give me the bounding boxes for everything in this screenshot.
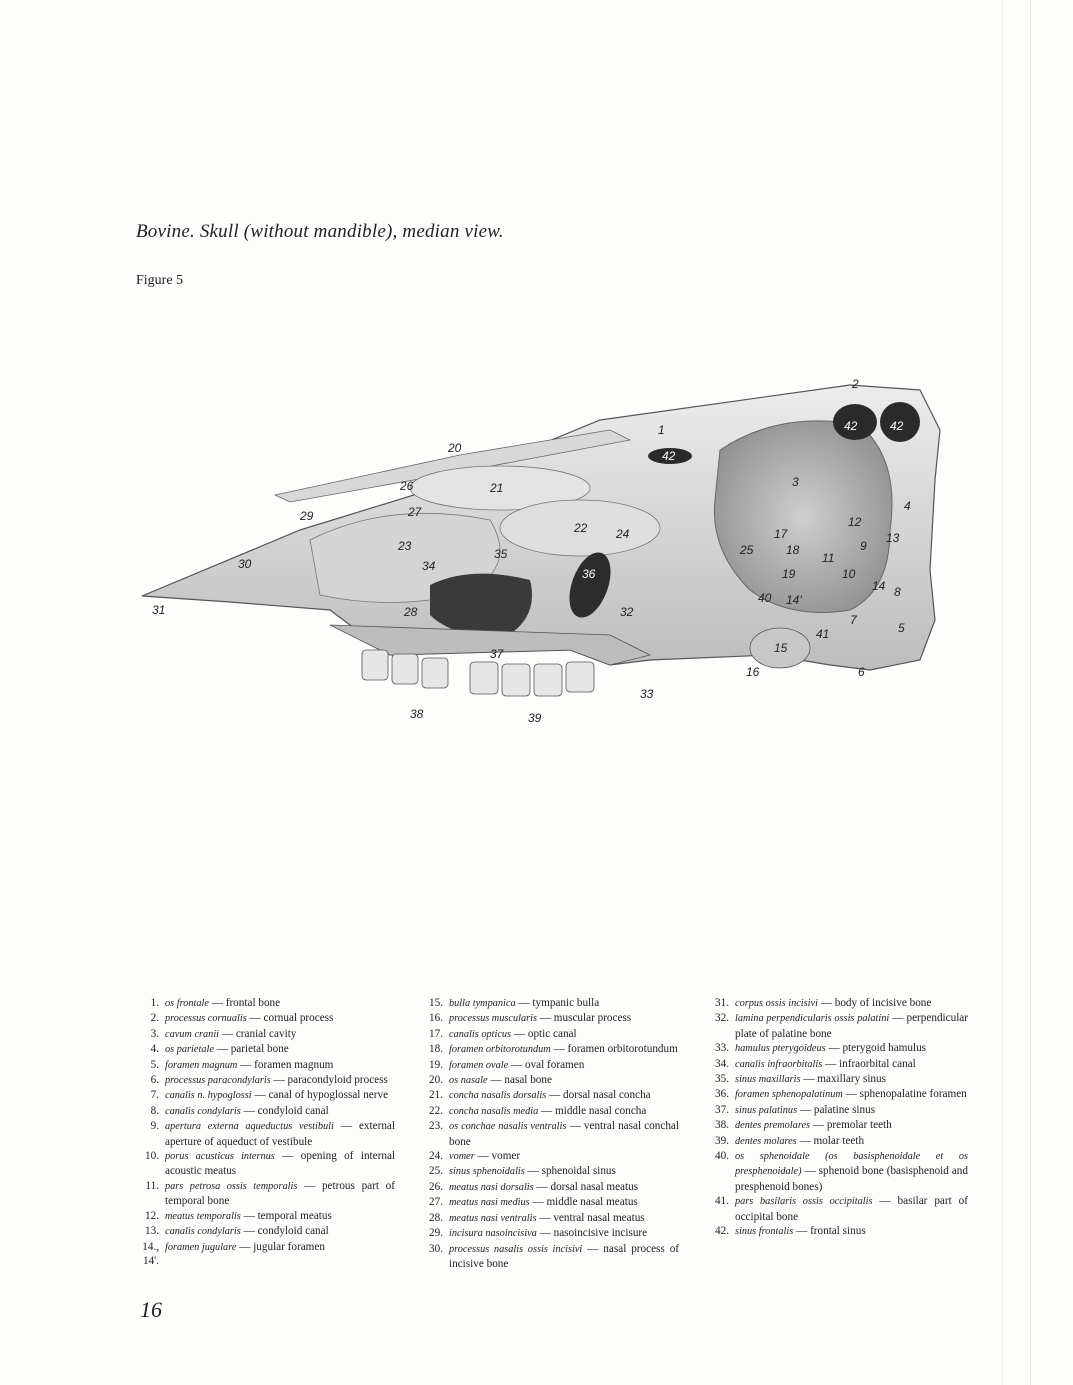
figure-label: 2 bbox=[852, 377, 859, 391]
molar-teeth bbox=[470, 662, 594, 696]
figure-title: Bovine. Skull (without mandible), median view. bbox=[136, 221, 504, 242]
figure-label: 42 bbox=[844, 419, 858, 433]
figure-label: 34 bbox=[422, 559, 436, 573]
legend-entry: 20. os nasale — nasal bone bbox=[429, 1074, 552, 1087]
legend-column-2 bbox=[417, 996, 679, 1271]
legend-entry: 35. sinus maxillaris — maxillary sinus bbox=[715, 1073, 886, 1086]
figure-label: 12 bbox=[848, 515, 862, 529]
figure-label: 41 bbox=[816, 627, 830, 641]
figure-label: 21 bbox=[490, 481, 504, 495]
legend-entry: 16. processus muscularis — muscular process bbox=[429, 1012, 632, 1025]
figure-label: 38 bbox=[410, 707, 424, 721]
legend-column-3 bbox=[703, 996, 968, 1240]
figure-label: 4 bbox=[904, 499, 911, 513]
figure-label: 8 bbox=[894, 585, 901, 599]
skull-drawing bbox=[130, 370, 950, 730]
legend-entry: 1. os frontale — frontal bone bbox=[150, 997, 281, 1009]
page-number: 16 bbox=[140, 1297, 162, 1322]
figure-label: 26 bbox=[400, 479, 414, 493]
figure-label: 11 bbox=[822, 551, 835, 565]
legend-entry: 5. foramen magnum — foramen magnum bbox=[150, 1058, 334, 1071]
figure-label: 14' bbox=[786, 593, 802, 607]
legend-entry: 32. lamina perpendicularis ossis palatini — perpendicular plate of palatine bone bbox=[715, 1012, 969, 1040]
legend-entry: 38. dentes premolares — premolar teeth bbox=[715, 1119, 892, 1132]
premolar-teeth bbox=[362, 650, 448, 688]
figure-label: 18 bbox=[786, 543, 800, 557]
legend-entry: 29. incisura nasoincisiva — nasoincisive incisure bbox=[429, 1227, 648, 1240]
figure-label: 42 bbox=[890, 419, 904, 433]
figure-label: 25 bbox=[740, 543, 754, 557]
page-edge-line bbox=[1002, 0, 1003, 1385]
legend-entry: 22. concha nasalis media — middle nasal concha bbox=[429, 1104, 647, 1117]
figure-label: 42 bbox=[662, 449, 676, 463]
legend-entry: 14., 14'. foramen jugulare — jugular foramen bbox=[142, 1240, 325, 1267]
figure-label: 39 bbox=[528, 711, 542, 725]
legend-entry: 25. sinus sphenoidalis — sphenoidal sinus bbox=[429, 1165, 616, 1178]
figure-label: 20 bbox=[448, 441, 462, 455]
legend-entry: 13. canalis condylaris — condyloid canal bbox=[145, 1225, 329, 1238]
legend-entry: 27. meatus nasi medius — middle nasal meatus bbox=[429, 1196, 638, 1209]
legend-entry: 2. processus cornualis — cornual process bbox=[150, 1012, 334, 1025]
legend-entry: 41. pars basilaris ossis occipitalis — basilar part of occipital bone bbox=[715, 1195, 968, 1223]
figure-label: 14 bbox=[872, 579, 886, 593]
figure-label: 31 bbox=[152, 603, 166, 617]
figure-label: 6 bbox=[858, 665, 865, 679]
legend-entry: 34. canalis infraorbitalis — infraorbital canal bbox=[715, 1057, 916, 1070]
legend-entry: 4. os parietale — parietal bone bbox=[150, 1043, 289, 1056]
figure-label: 24 bbox=[616, 527, 630, 541]
legend-entry: 15. bulla tympanica — tympanic bulla bbox=[429, 997, 600, 1009]
legend-entry: 39. dentes molares — molar teeth bbox=[715, 1134, 865, 1147]
legend-entry: 30. processus nasalis ossis incisivi — nasal process of incisive bone bbox=[429, 1242, 680, 1270]
legend-entry: 17. canalis opticus — optic canal bbox=[429, 1027, 577, 1040]
figure-label: 9 bbox=[860, 539, 867, 553]
legend-column-1 bbox=[133, 996, 395, 1268]
figure-label: 16 bbox=[746, 665, 760, 679]
figure-label: 15 bbox=[774, 641, 788, 655]
figure-label: 28 bbox=[404, 605, 418, 619]
figure-label: 3 bbox=[792, 475, 799, 489]
legend-entry: 23. os conchae nasalis ventralis — ventral nasal conchal bone bbox=[429, 1120, 679, 1148]
figure-label: 10 bbox=[842, 567, 856, 581]
figure-label: 29 bbox=[300, 509, 314, 523]
legend-entry: 24. vomer — vomer bbox=[429, 1150, 521, 1163]
figure-label: 5 bbox=[898, 621, 905, 635]
figure-label: 30 bbox=[238, 557, 252, 571]
figure-label: 17 bbox=[774, 527, 788, 541]
figure-label: 7 bbox=[850, 613, 857, 627]
legend-entry: 28. meatus nasi ventralis — ventral nasal meatus bbox=[429, 1211, 645, 1224]
legend-entry: 31. corpus ossis incisivi — body of incisive bone bbox=[715, 997, 932, 1009]
legend-entry: 18. foramen orbitorotundum — foramen orbitorotundum bbox=[429, 1043, 678, 1056]
figure-label: 27 bbox=[408, 505, 422, 519]
figure-label: 1 bbox=[658, 423, 665, 437]
legend-entry: 3. cavum cranii — cranial cavity bbox=[150, 1027, 297, 1040]
legend-entry: 36. foramen sphenopalatinum — sphenopalatine foramen bbox=[715, 1088, 967, 1101]
page-edge-line bbox=[1030, 0, 1031, 1385]
figure-label: 19 bbox=[782, 567, 796, 581]
legend-entry: 42. sinus frontalis — frontal sinus bbox=[715, 1225, 866, 1238]
legend-entry: 26. meatus nasi dorsalis — dorsal nasal meatus bbox=[429, 1180, 639, 1193]
figure-label: 13 bbox=[886, 531, 900, 545]
figure-label: 22 bbox=[574, 521, 588, 535]
legend-entry: 37. sinus palatinus — palatine sinus bbox=[715, 1103, 876, 1116]
legend-entry: 33. hamulus pterygoideus — pterygoid hamulus bbox=[715, 1042, 927, 1055]
legend-entry: 7. canalis n. hypoglossi — canal of hypoglossal nerve bbox=[150, 1089, 389, 1102]
legend-entry: 19. foramen ovale — oval foramen bbox=[429, 1058, 585, 1071]
figure-label: 33 bbox=[640, 687, 654, 701]
figure-label: 37 bbox=[490, 647, 504, 661]
legend-entry: 21. concha nasalis dorsalis — dorsal nasal concha bbox=[429, 1089, 651, 1102]
legend-entry: 11. pars petrosa ossis temporalis — petrous part of temporal bone bbox=[145, 1179, 395, 1208]
figure-label: 32 bbox=[620, 605, 634, 619]
figure-label: 23 bbox=[398, 539, 412, 553]
figure-label: 35 bbox=[494, 547, 508, 561]
skull-illustration bbox=[130, 370, 950, 730]
legend-entry: 12. meatus temporalis — temporal meatus bbox=[145, 1209, 332, 1222]
legend-entry: 6. processus paracondylaris — paracondyloid process bbox=[150, 1074, 388, 1087]
figure-label: 40 bbox=[758, 591, 772, 605]
figure-number: Figure 5 bbox=[136, 273, 184, 288]
legend-entry: 9. apertura externa aqueductus vestibuli — external aperture of aqueduct of vestibule bbox=[150, 1120, 395, 1148]
legend-entry: 10. porus acusticus internus — opening of internal acoustic meatus bbox=[145, 1150, 396, 1178]
legend-entry: 40. os sphenoidale (os basisphenoidale et os presphenoidale) — sphenoid bone (basisphenoid and presphenoid bones) bbox=[715, 1150, 968, 1193]
legend-entry: 8. canalis condylaris — condyloid canal bbox=[150, 1104, 329, 1117]
figure-label: 36 bbox=[582, 567, 596, 581]
